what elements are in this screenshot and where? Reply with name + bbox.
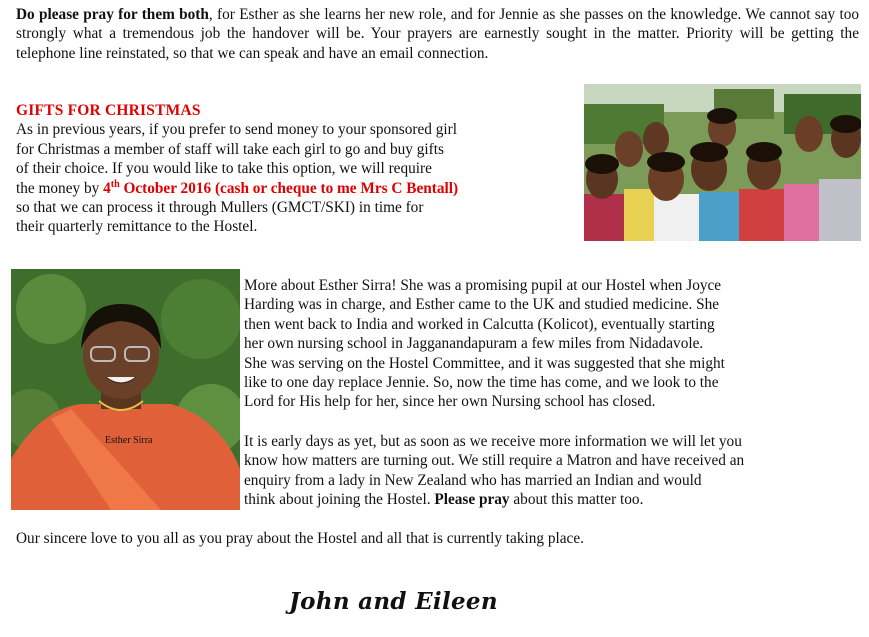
please-pray-bold: Please pray bbox=[434, 491, 510, 509]
esther-p1-line: like to one day replace Jennie. So, now the time has come, and we look to the bbox=[244, 374, 719, 392]
gifts-deadline bbox=[103, 180, 458, 197]
esther-p1-line: She was serving on the Hostel Committee, and it was suggested that she might bbox=[244, 354, 725, 372]
esther-p1-line: Harding was in charge, and Esther came to the UK and studied medicine. She bbox=[244, 296, 720, 314]
signature: John and Eileen bbox=[289, 588, 498, 615]
intro-paragraph bbox=[16, 5, 859, 63]
esther-p2-last-post: about this matter too. bbox=[509, 491, 644, 509]
gifts-line-6: their quarterly remittance to the Hostel. bbox=[16, 218, 258, 236]
deadline-day-suffix: th bbox=[110, 178, 120, 190]
gifts-line-2: for Christmas a member of staff will take each girl to go and buy gifts bbox=[16, 140, 444, 158]
gifts-line-3: of their choice. If you would like to take this option, we will require bbox=[16, 160, 432, 178]
esther-p1-line: More about Esther Sirra! She was a promising pupil at our Hostel when Joyce bbox=[244, 277, 722, 294]
esther-p2-line: It is early days as yet, but as soon as we receive more information we will let you bbox=[244, 433, 742, 450]
esther-photo-illustration bbox=[11, 269, 240, 510]
closing-line: Our sincere love to you all as you pray about the Hostel and all that is currently taking place. bbox=[16, 530, 584, 547]
esther-p2-line: enquiry from a lady in New Zealand who has married an Indian and would bbox=[244, 471, 702, 489]
esther-photo-caption: Esther Sirra bbox=[105, 435, 153, 446]
intro-text: , for Esther as she learns her new role, and for Jennie as she passes on the knowledge. We cannot say too strongly what a tremendous job the handover will be. Your prayers are earnestly sought in the matter. Priority will be getting the telephone line reinstated, so that we can speak and have an email connection. bbox=[16, 6, 859, 62]
esther-paragraph-2 bbox=[244, 432, 864, 510]
deadline-rest: October 2016 (cash or cheque to me Mrs C Bentall) bbox=[119, 179, 459, 197]
esther-p1-line: her own nursing school in Jagganandapuram a few miles from Nidadavole. bbox=[244, 335, 704, 353]
esther-paragraph-1 bbox=[244, 276, 864, 412]
girls-photo bbox=[584, 84, 861, 241]
esther-p2-line: know how matters are turning out. We still require a Matron and have received an bbox=[244, 452, 745, 470]
gifts-line-4 bbox=[16, 179, 576, 198]
intro-bold-lead: Do please pray for them both bbox=[16, 6, 209, 23]
esther-p1-line: then went back to India and worked in Calcutta (Kolicot), eventually starting bbox=[244, 315, 715, 333]
gifts-line-1: As in previous years, if you prefer to send money to your sponsored girl bbox=[16, 121, 457, 139]
gifts-line-4-pre: the money by bbox=[16, 179, 104, 197]
girls-photo-illustration bbox=[584, 84, 861, 241]
gifts-line-5: so that we can process it through Mullers (GMCT/SKI) in time for bbox=[16, 199, 424, 217]
esther-photo bbox=[11, 269, 240, 510]
esther-p2-last-pre: think about joining the Hostel. bbox=[244, 491, 435, 509]
esther-p1-line: Lord for His help for her, since her own Nursing school has closed. bbox=[244, 393, 656, 411]
gifts-heading: GIFTS FOR CHRISTMAS bbox=[16, 102, 201, 119]
deadline-day: 4 bbox=[103, 179, 111, 197]
esther-p2-last-line bbox=[244, 490, 864, 509]
gifts-section bbox=[16, 101, 576, 237]
